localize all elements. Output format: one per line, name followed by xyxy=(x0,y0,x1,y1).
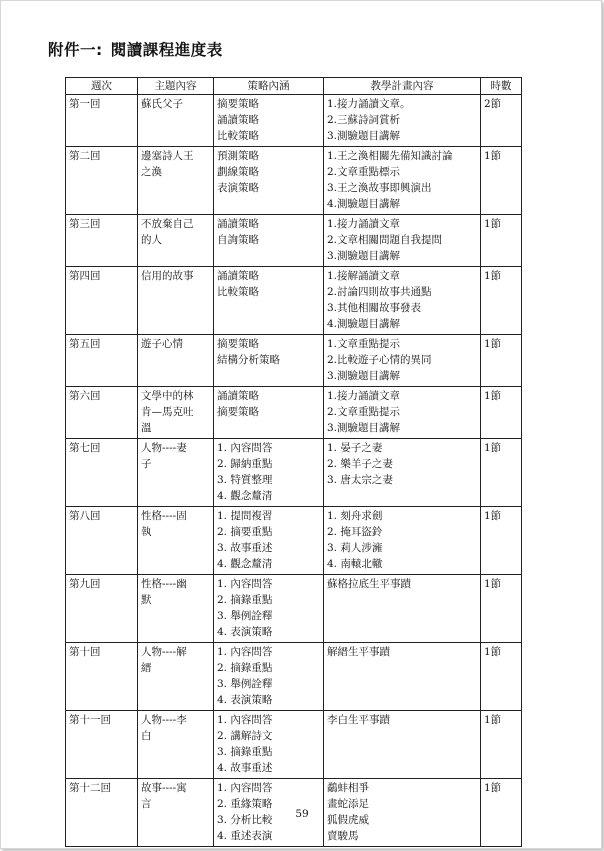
cell-strategy-line: 2. 歸納重點 xyxy=(217,458,273,470)
cell-plan xyxy=(324,507,481,575)
cell-topic-line: 故事----寓 xyxy=(141,782,187,794)
cell-plan-line: 3.王之渙故事即興演出 xyxy=(327,182,432,194)
cell-strategy-line: 摘要策略 xyxy=(217,406,259,418)
cell-plan-line: 2. 掩耳盜鈴 xyxy=(327,526,383,538)
cell-strategy-line: 2. 講解詩文 xyxy=(217,730,273,742)
cell-strategy-line: 1. 內容問答 xyxy=(217,782,273,794)
cell-hours: 1節 xyxy=(481,711,522,779)
cell-strategy-line: 誦讀策略 xyxy=(217,390,259,402)
cell-topic-line: 信用的故事 xyxy=(141,270,194,282)
header-week: 週次 xyxy=(66,78,138,95)
cell-hours: 1節 xyxy=(481,575,522,643)
cell-plan-line: 2.三蘇詩詞賞析 xyxy=(327,114,401,126)
cell-week: 第九回 xyxy=(66,575,138,643)
cell-strategy-line: 4. 重述表演 xyxy=(217,830,273,842)
table-row xyxy=(66,267,522,335)
schedule-table xyxy=(65,77,522,847)
cell-strategy-line: 劃線策略 xyxy=(217,166,259,178)
cell-plan-line: 2.文章重點提示 xyxy=(327,406,401,418)
cell-strategy-line: 2. 摘錄重點 xyxy=(217,662,273,674)
cell-plan-line: 2.比較遊子心情的異同 xyxy=(327,354,432,366)
cell-topic-line: 言 xyxy=(141,798,152,810)
cell-strategy xyxy=(214,215,324,267)
cell-plan-line: 解縉生平事蹟 xyxy=(327,646,390,658)
table-row xyxy=(66,215,522,267)
cell-topic-line: 執 xyxy=(141,526,152,538)
cell-topic-line: 肯—馬克吐 xyxy=(141,406,194,418)
cell-topic-line: 不放棄自己 xyxy=(141,218,194,230)
cell-week: 第七回 xyxy=(66,439,138,507)
cell-plan-line: 蘇格拉底生平事蹟 xyxy=(327,578,411,590)
table-row xyxy=(66,575,522,643)
header-topic: 主題內容 xyxy=(138,78,214,95)
cell-week: 第三回 xyxy=(66,215,138,267)
cell-plan-line: 李白生平事蹟 xyxy=(327,714,390,726)
cell-strategy xyxy=(214,643,324,711)
table-row xyxy=(66,335,522,387)
cell-topic-line: 人物----妻 xyxy=(141,442,187,454)
cell-plan-line: 3.測驗題目講解 xyxy=(327,130,401,142)
cell-strategy-line: 3. 特質整理 xyxy=(217,474,273,486)
cell-strategy-line: 誦讀策略 xyxy=(217,218,259,230)
cell-strategy xyxy=(214,439,324,507)
cell-plan-line: 1.文章重點提示 xyxy=(327,338,401,350)
cell-plan-line: 1.接解誦讀文章 xyxy=(327,270,401,282)
cell-topic-line: 性格----幽 xyxy=(141,578,187,590)
cell-strategy xyxy=(214,575,324,643)
cell-plan xyxy=(324,267,481,335)
cell-strategy-line: 4. 表演策略 xyxy=(217,626,273,638)
cell-hours: 1節 xyxy=(481,439,522,507)
table-row xyxy=(66,387,522,439)
cell-strategy-line: 自詢策略 xyxy=(217,234,259,246)
cell-topic-line: 子 xyxy=(141,458,152,470)
cell-week: 第六回 xyxy=(66,387,138,439)
cell-topic-line: 溫 xyxy=(141,422,152,434)
table-body xyxy=(66,95,522,847)
cell-topic-line: 之渙 xyxy=(141,166,162,178)
cell-topic xyxy=(138,147,214,215)
cell-plan-line: 3.測驗題目講解 xyxy=(327,250,401,262)
cell-topic-line: 人物----解 xyxy=(141,646,187,658)
cell-topic-line: 性格----固 xyxy=(141,510,187,522)
cell-hours: 1節 xyxy=(481,387,522,439)
cell-strategy-line: 2. 摘錄重點 xyxy=(217,594,273,606)
cell-plan xyxy=(324,643,481,711)
cell-topic-line: 邊塞詩人王 xyxy=(141,150,194,162)
cell-strategy xyxy=(214,711,324,779)
cell-plan-line: 2.討論四則故事共通點 xyxy=(327,286,432,298)
cell-topic xyxy=(138,215,214,267)
cell-strategy xyxy=(214,267,324,335)
cell-hours: 1節 xyxy=(481,267,522,335)
cell-plan-line: 賣駿馬 xyxy=(327,830,359,842)
cell-topic-line: 蘇氏父子 xyxy=(141,98,183,110)
cell-topic xyxy=(138,267,214,335)
header-strategy: 策略內涵 xyxy=(214,78,324,95)
cell-topic xyxy=(138,507,214,575)
cell-topic-line: 的人 xyxy=(141,234,162,246)
cell-strategy-line: 3. 分析比較 xyxy=(217,814,273,826)
cell-strategy-line: 2. 重緣策略 xyxy=(217,798,273,810)
cell-strategy-line: 摘要策略 xyxy=(217,98,259,110)
table-header-row xyxy=(66,78,522,95)
cell-plan-line: 1. 晏子之妻 xyxy=(327,442,383,454)
cell-strategy-line: 4. 觀念釐清 xyxy=(217,558,273,570)
cell-plan-line: 1.接力誦讀文章 xyxy=(327,218,401,230)
cell-plan-line: 3.其他相關故事發表 xyxy=(327,302,422,314)
cell-strategy-line: 1. 內容問答 xyxy=(217,578,273,590)
cell-strategy-line: 預測策略 xyxy=(217,150,259,162)
cell-hours: 1節 xyxy=(481,643,522,711)
cell-topic-line: 人物----李 xyxy=(141,714,187,726)
cell-strategy-line: 3. 舉例詮釋 xyxy=(217,610,273,622)
cell-plan-line: 1.接力誦讀文章。 xyxy=(327,98,411,110)
cell-strategy-line: 3. 舉例詮釋 xyxy=(217,678,273,690)
cell-hours: 2節 xyxy=(481,95,522,147)
cell-plan-line: 畫蛇添足 xyxy=(327,798,369,810)
cell-strategy-line: 比較策略 xyxy=(217,130,259,142)
cell-week: 第一回 xyxy=(66,95,138,147)
cell-plan xyxy=(324,439,481,507)
cell-plan-line: 2. 樂羊子之妻 xyxy=(327,458,393,470)
table-row xyxy=(66,147,522,215)
page-title xyxy=(48,38,223,60)
cell-plan xyxy=(324,575,481,643)
cell-week: 第五回 xyxy=(66,335,138,387)
cell-strategy-line: 4. 故事重述 xyxy=(217,762,273,774)
cell-strategy xyxy=(214,95,324,147)
cell-week: 第八回 xyxy=(66,507,138,575)
table-row xyxy=(66,95,522,147)
cell-plan-line: 1.王之渙相關先備知識討論 xyxy=(327,150,453,162)
header-hours: 時數 xyxy=(481,78,522,95)
cell-strategy-line: 比較策略 xyxy=(217,286,259,298)
cell-plan xyxy=(324,147,481,215)
cell-plan-line: 3. 莉人涉澭 xyxy=(327,542,383,554)
cell-week: 第四回 xyxy=(66,267,138,335)
cell-plan-line: 3.測驗題目講解 xyxy=(327,422,401,434)
table-row xyxy=(66,439,522,507)
cell-plan-line: 1.接力誦讀文章 xyxy=(327,390,401,402)
cell-plan-line: 2.文章相關問題自我提問 xyxy=(327,234,443,246)
cell-strategy-line: 4. 表演策略 xyxy=(217,694,273,706)
cell-week: 第十一回 xyxy=(66,711,138,779)
cell-plan xyxy=(324,215,481,267)
cell-strategy xyxy=(214,335,324,387)
cell-topic-line: 默 xyxy=(141,594,152,606)
table-row xyxy=(66,643,522,711)
cell-week: 第十回 xyxy=(66,643,138,711)
cell-strategy-line: 1. 內容問答 xyxy=(217,714,273,726)
page-number: 59 xyxy=(295,808,309,820)
cell-strategy-line: 1. 提問複習 xyxy=(217,510,273,522)
cell-topic-line: 遊子心情 xyxy=(141,338,183,350)
cell-strategy xyxy=(214,147,324,215)
cell-strategy-line: 3. 故事重述 xyxy=(217,542,273,554)
cell-plan-line: 4.測驗題目講解 xyxy=(327,198,401,210)
cell-topic-line: 文學中的林 xyxy=(141,390,194,402)
cell-strategy-line: 3. 摘錄重點 xyxy=(217,746,273,758)
cell-strategy xyxy=(214,507,324,575)
cell-week: 第二回 xyxy=(66,147,138,215)
cell-strategy-line: 2. 摘要重點 xyxy=(217,526,273,538)
cell-strategy xyxy=(214,387,324,439)
cell-plan-line: 1. 刻舟求劍 xyxy=(327,510,383,522)
cell-plan-line: 狐假虎威 xyxy=(327,814,369,826)
cell-plan xyxy=(324,95,481,147)
cell-topic xyxy=(138,643,214,711)
cell-topic xyxy=(138,95,214,147)
cell-topic xyxy=(138,335,214,387)
cell-strategy-line: 結構分析策略 xyxy=(217,354,280,366)
cell-strategy-line: 表演策略 xyxy=(217,182,259,194)
table-row xyxy=(66,507,522,575)
cell-hours: 1節 xyxy=(481,507,522,575)
cell-hours: 1節 xyxy=(481,147,522,215)
cell-plan-line: 鷸蚌相爭 xyxy=(327,782,369,794)
cell-topic xyxy=(138,439,214,507)
cell-plan xyxy=(324,387,481,439)
cell-strategy-line: 摘要策略 xyxy=(217,338,259,350)
cell-topic-line: 白 xyxy=(141,730,152,742)
cell-strategy-line: 誦讀策略 xyxy=(217,114,259,126)
header-plan: 教學計畫內容 xyxy=(324,78,481,95)
cell-topic xyxy=(138,575,214,643)
table-row xyxy=(66,711,522,779)
cell-strategy-line: 誦讀策略 xyxy=(217,270,259,282)
cell-plan xyxy=(324,711,481,779)
cell-topic-line: 縉 xyxy=(141,662,152,674)
cell-plan-line: 3. 唐太宗之妻 xyxy=(327,474,393,486)
cell-strategy-line: 1. 內容問答 xyxy=(217,646,273,658)
title-text: 閱讀課程進度表 xyxy=(110,41,223,59)
cell-topic xyxy=(138,711,214,779)
cell-plan-line: 4. 南轅北轍 xyxy=(327,558,383,570)
cell-strategy-line: 4. 觀念釐清 xyxy=(217,490,273,502)
cell-strategy-line: 1. 內容問答 xyxy=(217,442,273,454)
cell-hours: 1節 xyxy=(481,779,522,847)
cell-plan-line: 4.測驗題目講解 xyxy=(327,318,401,330)
cell-hours: 1節 xyxy=(481,215,522,267)
cell-plan-line: 3.測驗題目講解 xyxy=(327,370,401,382)
cell-topic xyxy=(138,387,214,439)
cell-plan xyxy=(324,335,481,387)
cell-hours: 1節 xyxy=(481,335,522,387)
title-prefix: 附件一: xyxy=(48,41,103,59)
cell-plan-line: 2.文章重點標示 xyxy=(327,166,401,178)
cell-week: 第十二回 xyxy=(66,779,138,847)
